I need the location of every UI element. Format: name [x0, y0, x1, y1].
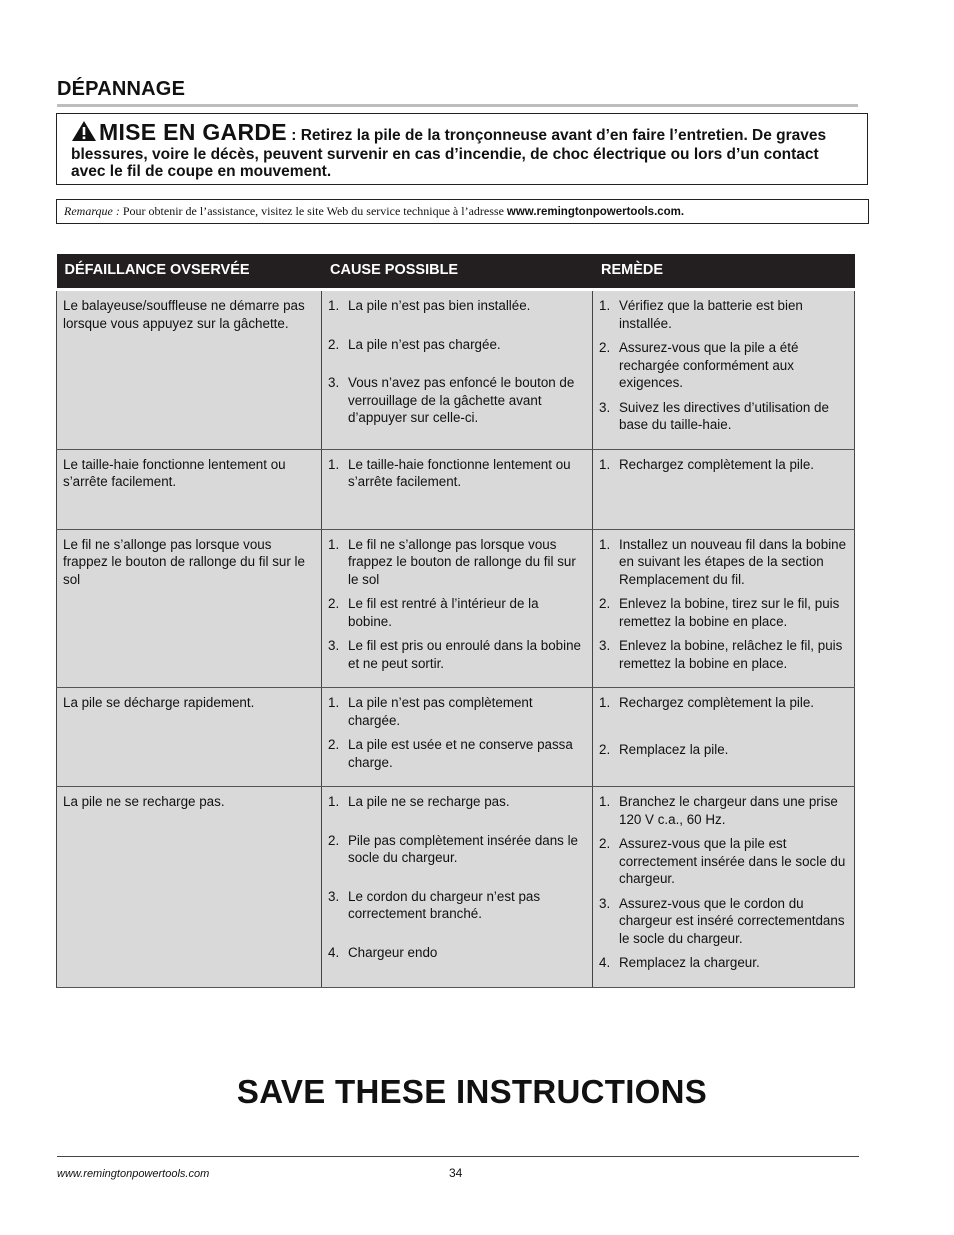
remedy-cell — [593, 449, 855, 529]
list-item: 3. Le fil est pris ou enroulé dans la bobine et ne peut sortir. — [328, 638, 582, 671]
remedy-cell — [593, 787, 855, 988]
warning-triangle-icon — [71, 120, 97, 146]
note-box — [56, 199, 869, 224]
table-header-row — [57, 254, 855, 290]
warning-text: : Retirez la pile de la tronçonneuse avant d’en faire l’entretien. De graves blessures, voire le décès, peuvent survenir en cas d’incendie, de choc électrique ou lors d’un contact avec le fil de coupe en mouvement. — [71, 127, 827, 180]
list-item: 1. La pile ne se recharge pas. — [328, 794, 510, 809]
list-item: 1. Rechargez complètement la pile. — [599, 695, 815, 710]
list-item: 1. Installez un nouveau fil dans la bobine en suivant les étapes de la section Remplacement du fil. — [599, 536, 847, 587]
list-item: 1. Le taille-haie fonctionne lentement ou s’arrête facilement. — [328, 456, 571, 489]
list-item: 2. Assurez-vous que la pile a été rechargée conformément aux exigences. — [599, 340, 799, 390]
remedy-cell — [593, 529, 855, 688]
list-item: 1. Rechargez complètement la pile. — [599, 456, 815, 472]
symptom-cell — [57, 529, 322, 688]
list-item: 1. Le fil ne s’allonge pas lorsque vous frappez le bouton de rallonge du fil sur le sol — [328, 536, 576, 587]
footer-url-link[interactable]: www.remingtonpowertools.com — [57, 1168, 210, 1180]
symptom-cell — [57, 290, 322, 450]
remedy-cell — [593, 688, 855, 787]
symptom-text: La pile ne se recharge pas. — [63, 794, 225, 809]
page-number: 34 — [449, 1166, 463, 1180]
list-item: 3. Enlevez la bobine, relâchez le fil, puis remettez la bobine en place. — [599, 638, 843, 671]
list-item: 1. Vérifiez que la batterie est bien installée. — [599, 298, 803, 331]
header-cause: CAUSE POSSIBLE — [322, 254, 593, 290]
table-row — [57, 688, 855, 787]
list-item: 2. Le fil est rentré à l’intérieur de la bobine. — [328, 596, 539, 629]
remedy-cell — [593, 290, 855, 450]
header-symptom: DÉFAILLANCE OVSERVÉE — [57, 254, 322, 290]
table-row — [57, 449, 855, 529]
list-item: 1. La pile n’est pas complètement chargée. — [328, 695, 533, 728]
symptom-cell — [57, 787, 322, 988]
list-item: 3. Le cordon du chargeur n’est pas correctement branché. — [328, 888, 541, 921]
cause-cell — [322, 688, 593, 787]
note-url-link[interactable]: www.remingtonpowertools.com. — [506, 206, 685, 218]
list-item: 2. La pile est usée et ne conserve passa charge. — [328, 737, 573, 770]
warning-box — [56, 113, 868, 185]
footer-divider — [57, 1156, 859, 1157]
symptom-text: Le balayeuse/souffleuse ne démarre pas lorsque vous appuyez sur la gâchette. — [63, 298, 305, 331]
list-item: 2. La pile n’est pas chargée. — [328, 336, 501, 352]
list-item: 2. Pile pas complètement insérée dans le socle du chargeur. — [328, 832, 579, 865]
title-divider — [57, 104, 858, 107]
list-item: 2. Assurez-vous que la pile est correctement insérée dans le socle du chargeur. — [599, 836, 846, 886]
table-row — [57, 290, 855, 450]
troubleshooting-table — [56, 254, 855, 988]
list-item: 2. Remplacez la pile. — [599, 741, 729, 757]
list-item: 4. Chargeur endo — [328, 944, 438, 960]
cause-cell — [322, 290, 593, 450]
note-label: Remarque : — [64, 204, 120, 218]
header-remedy: REMÈDE — [593, 254, 855, 290]
list-item: 3. Suivez les directives d’utilisation de base du taille-haie. — [599, 399, 829, 432]
list-item: 2. Enlevez la bobine, tirez sur le fil, puis remettez la bobine en place. — [599, 596, 840, 629]
table-row — [57, 529, 855, 688]
symptom-text: Le fil ne s’allonge pas lorsque vous frappez le bouton de rallonge du fil sur le sol — [63, 536, 305, 587]
symptom-cell — [57, 688, 322, 787]
warning-heading: MISE EN GARDE — [99, 119, 287, 145]
save-instructions-heading: SAVE THESE INSTRUCTIONS — [236, 1073, 708, 1110]
list-item: 4. Remplacez la chargeur. — [599, 955, 760, 970]
symptom-text: La pile se décharge rapidement. — [63, 695, 255, 710]
cause-cell — [322, 787, 593, 988]
list-item: 3. Assurez-vous que le cordon du chargeur est inséré correctementdans le socle du chargeur. — [599, 895, 845, 946]
section-title: DÉPANNAGE — [57, 78, 186, 100]
list-item: 3. Vous n’avez pas enfoncé le bouton de verrouillage de la gâchette avant d’appuyer sur celle-ci. — [328, 375, 575, 425]
table-row — [57, 787, 855, 988]
symptom-cell — [57, 449, 322, 529]
list-item: 1. La pile n’est pas bien installée. — [328, 298, 531, 313]
cause-cell — [322, 529, 593, 688]
note-text: Pour obtenir de l’assistance, visitez le site Web du service technique à l’adresse — [119, 204, 507, 218]
symptom-text: Le taille-haie fonctionne lentement ou s’arrête facilement. — [63, 456, 286, 489]
list-item: 1. Branchez le chargeur dans une prise 120 V c.a., 60 Hz. — [599, 794, 838, 827]
cause-cell — [322, 449, 593, 529]
